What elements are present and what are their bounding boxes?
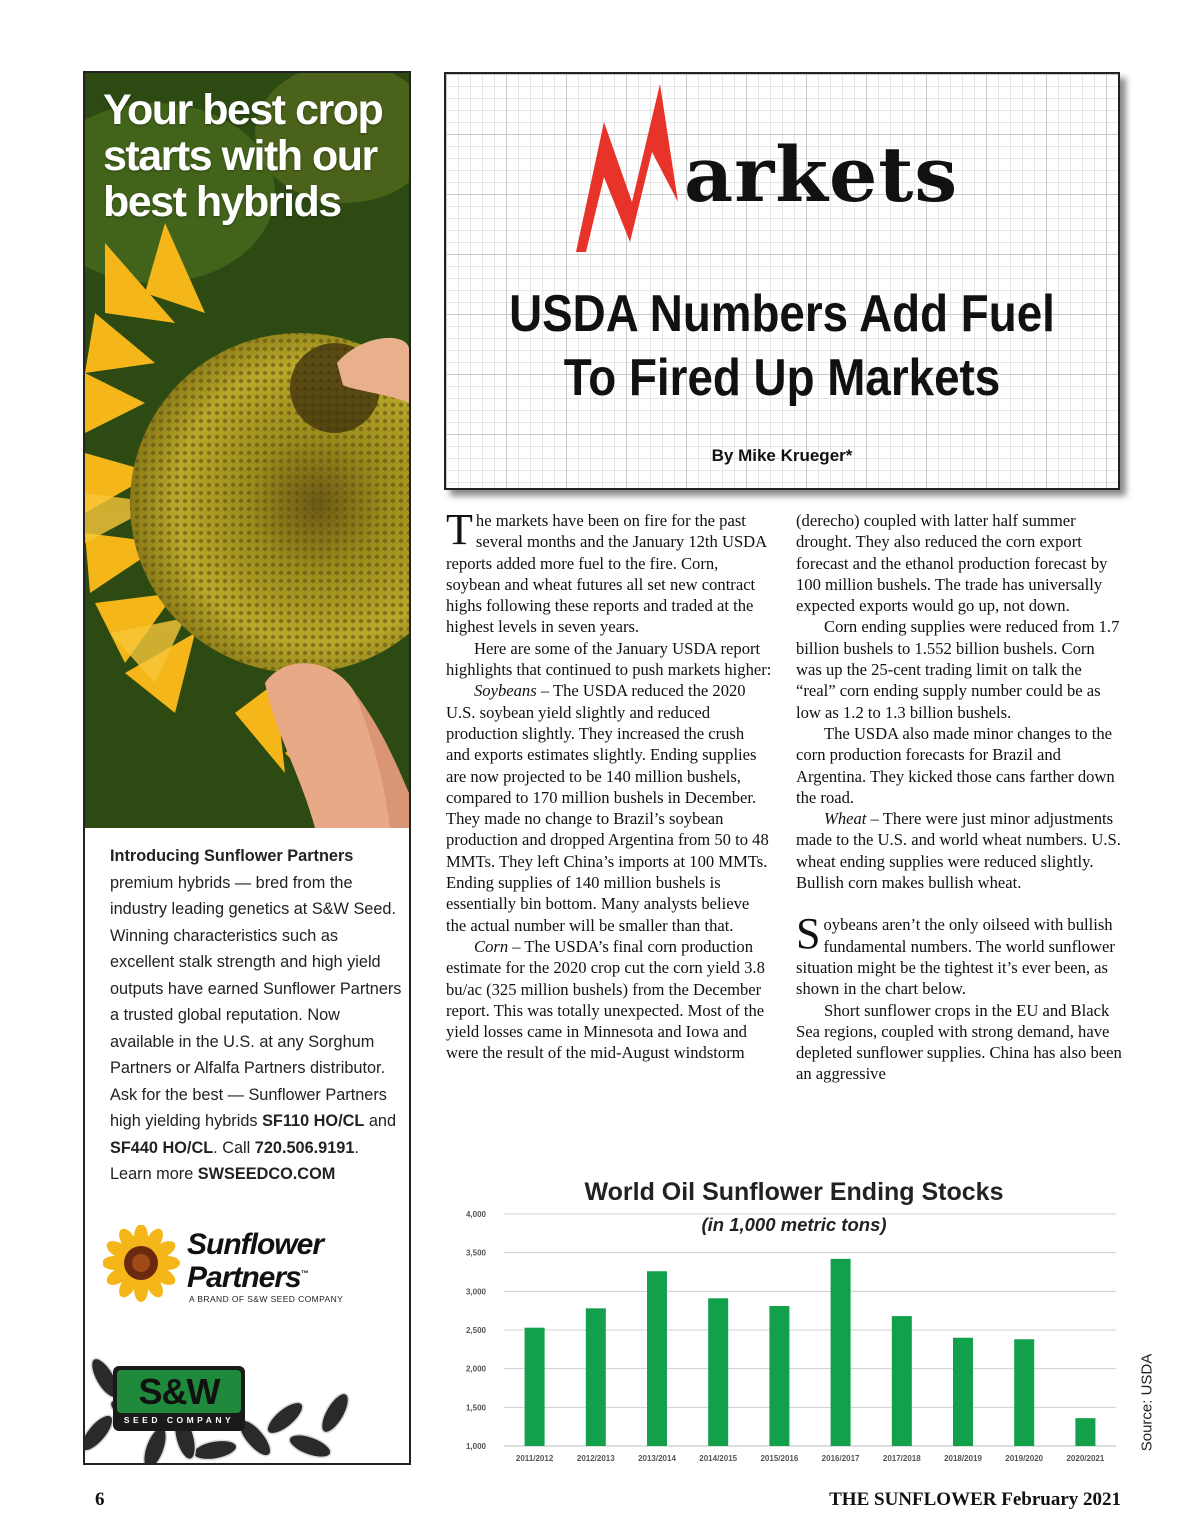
paragraph-4 bbox=[446, 936, 772, 1064]
x-tick-label: 2012/2013 bbox=[576, 1454, 615, 1463]
y-tick-label: 2,000 bbox=[465, 1364, 486, 1374]
ad-and: and bbox=[364, 1112, 397, 1130]
chart-source bbox=[1136, 1352, 1162, 1460]
brand-name bbox=[187, 1230, 323, 1292]
sw-logo-text: S&W bbox=[117, 1370, 241, 1413]
soybeans-lead: Soybeans bbox=[474, 681, 537, 701]
paragraph-3-text: – The USDA reduced the 2020 U.S. soybean yield slightly and reduced production slightly. They increased the crush and exports estimates slightly. Ending supplies are now projected to be 140 million bushels, compared to 170 million bushels in December. They made no change to Brazil’s soybean production and dropped Argentina from 50 to 48 MMTs. They left China’s imports at 100 MMTs. Ending supplies of 140 million bushels is essentially bin bottom. Many analysts believe the actual number will be smaller than that. bbox=[446, 681, 769, 935]
chart-title: World Oil Sunflower Ending Stocks bbox=[584, 1178, 1004, 1206]
article-headline bbox=[486, 282, 1077, 410]
x-tick-label: 2019/2020 bbox=[1005, 1454, 1044, 1463]
wheat-lead: Wheat bbox=[824, 809, 867, 829]
bar-2013-2014 bbox=[647, 1271, 667, 1446]
y-tick-label: 3,000 bbox=[465, 1287, 486, 1297]
x-tick-label: 2011/2012 bbox=[515, 1454, 554, 1463]
x-tick-label: 2014/2015 bbox=[699, 1454, 738, 1463]
headline-line-1: USDA Numbers Add Fuel bbox=[509, 285, 1055, 343]
chart-subtitle: (in 1,000 metric tons) bbox=[701, 1214, 887, 1235]
paragraph-1-text: he markets have been on fire for the past several months and the January 12th USDA reports added more fuel to the fire. Corn, soybean and wheat futures all set new contract highs following these reports and traded at the highest levels in seven years. bbox=[446, 511, 767, 637]
x-tick-label: 2015/2016 bbox=[760, 1454, 799, 1463]
sunflower-logo-icon bbox=[103, 1225, 183, 1305]
bar-2017-2018 bbox=[892, 1316, 912, 1446]
brand-tm: ™ bbox=[300, 1269, 308, 1278]
paragraph-2: Here are some of the January USDA report highlights that continued to push markets higher: bbox=[446, 638, 772, 680]
x-tick-label: 2016/2017 bbox=[821, 1454, 860, 1463]
article-column-1 bbox=[446, 505, 772, 1064]
y-tick-label: 4,000 bbox=[465, 1210, 486, 1219]
bar-2011-2012 bbox=[525, 1328, 545, 1446]
chart-source-text: Source: USDA bbox=[1138, 1353, 1156, 1452]
article-column-2 bbox=[796, 510, 1122, 1085]
paragraph-8-text: – There were just minor adjustments made to the U.S. and world wheat numbers. U.S. wheat ending supplies were reduced slightly. Bullish corn makes bullish wheat. bbox=[796, 809, 1121, 893]
ad-learn-text: Learn more bbox=[110, 1165, 198, 1183]
sunflower-partners-logo bbox=[103, 1225, 403, 1305]
byline: By Mike Krueger* bbox=[711, 446, 853, 465]
y-tick-label: 1,000 bbox=[465, 1442, 486, 1451]
publication-footer: THE SUNFLOWER February 2021 bbox=[829, 1489, 1121, 1510]
paragraph-4-text: – The USDA’s final corn production estimate for the 2020 crop cut the corn yield 3.8 bu/ac (325 million bushels) from the December report. This was totally unexpected. Most of the yield losses came in Minnesota and Iowa and were the result of the mid-August windstorm bbox=[446, 936, 765, 1063]
brand-line-1: Sunflower bbox=[187, 1228, 324, 1261]
bar-2012-2013 bbox=[586, 1308, 606, 1446]
ad-headline: Your best crop starts with our best hybrids bbox=[103, 86, 383, 226]
drop-cap-t: T bbox=[446, 505, 473, 554]
x-tick-label: 2017/2018 bbox=[882, 1454, 921, 1463]
ad-phone: 720.506.9191 bbox=[254, 1138, 355, 1157]
paragraph-6: Corn ending supplies were reduced from 1.7 billion bushels to 1.552 billion bushels. Corn was up the 25-cent trading limit on talk the “real” corn ending supply number could be as low as 1.2 to 1.3 billion bushels. bbox=[796, 617, 1120, 722]
paragraph-5: (derecho) coupled with latter half summer drought. They also reduced the corn export forecast and the ethanol production forecast by 100 million bushels. The trade has universally expected exports would go up, not down. bbox=[796, 511, 1108, 616]
paragraph-1 bbox=[446, 505, 772, 638]
bar-2018-2019 bbox=[953, 1338, 973, 1446]
markets-word: arkets bbox=[684, 130, 959, 219]
ad-period: . bbox=[354, 1138, 359, 1157]
paragraph-3 bbox=[446, 680, 772, 936]
markets-header bbox=[444, 72, 1120, 490]
paragraph-9 bbox=[796, 909, 1122, 999]
bar-2016-2017 bbox=[831, 1259, 851, 1446]
ad-intro: Introducing Sunflower Partners bbox=[110, 847, 354, 865]
sw-logo-sub: SEED COMPANY bbox=[123, 1415, 235, 1425]
bar-2014-2015 bbox=[708, 1298, 728, 1446]
sunflower-stocks-chart bbox=[444, 1176, 1134, 1472]
brand-line-2: Partners bbox=[187, 1261, 301, 1294]
bar-2020-2021 bbox=[1075, 1418, 1095, 1446]
ad-sunflower-photo bbox=[85, 73, 409, 828]
paragraph-9-text: oybeans aren’t the only oilseed with bullish fundamental numbers. The world sunflower situation might be the tightest it’s ever been, as shown in the chart below. bbox=[796, 915, 1115, 999]
article-body bbox=[446, 505, 1122, 1174]
drop-cap-s: S bbox=[796, 909, 821, 959]
y-tick-label: 2,500 bbox=[465, 1326, 486, 1335]
paragraph-7: The USDA also made minor changes to the corn production forecasts for Brazil and Argentina. They kicked those cans farther down the road. bbox=[796, 723, 1115, 807]
ad-website: SWSEEDCO.COM bbox=[197, 1165, 336, 1183]
ad-hybrid-1: SF110 HO/CL bbox=[262, 1112, 365, 1130]
x-tick-label: 2020/2021 bbox=[1066, 1454, 1105, 1463]
markets-m-logo bbox=[574, 82, 686, 282]
ad-hybrid-2: SF440 HO/CL bbox=[110, 1138, 214, 1157]
ad-body-copy bbox=[110, 843, 405, 1188]
y-tick-label: 1,500 bbox=[465, 1403, 486, 1413]
paragraph-10: Short sunflower crops in the EU and Black Sea regions, coupled with strong demand, have depleted sunflower supplies. China has also been an aggressive bbox=[796, 1000, 1122, 1084]
brand-tagline: A BRAND OF S&W SEED COMPANY bbox=[189, 1294, 344, 1304]
bar-2015-2016 bbox=[769, 1306, 789, 1446]
corn-lead: Corn bbox=[474, 936, 509, 956]
x-tick-label: 2018/2019 bbox=[944, 1454, 982, 1463]
paragraph-8 bbox=[796, 808, 1122, 893]
y-tick-label: 3,500 bbox=[465, 1248, 486, 1258]
page-number: 6 bbox=[95, 1489, 105, 1510]
ad-body: premium hybrids — bred from the industry leading genetics at S&W Seed. Winning characteristics such as excellent stalk strength and high yield outputs have earned Sunflower Partners a trusted global reputation. Now available in the U.S. at any Sorghum Partners or Alfalfa Partners distributor. Ask for the best — Sunflower Partners high yielding hybrids bbox=[110, 873, 402, 1130]
headline-line-2: To Fired Up Markets bbox=[563, 349, 1001, 407]
x-tick-label: 2013/2014 bbox=[638, 1454, 676, 1463]
sunflower-partners-ad bbox=[83, 71, 411, 1465]
sw-seed-logo bbox=[113, 1366, 245, 1431]
bar-2019-2020 bbox=[1014, 1339, 1034, 1446]
ad-call-text: . Call bbox=[213, 1138, 255, 1157]
